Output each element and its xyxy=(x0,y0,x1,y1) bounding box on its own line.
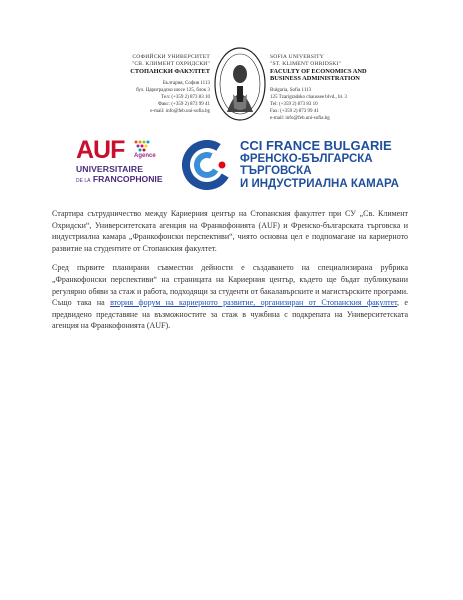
auf-dots-icon xyxy=(134,140,152,152)
cci-logo-line4: И ИНДУСТРИАЛНА КАМАРА xyxy=(240,177,399,190)
university-name-en: SOFIA UNIVERSITY xyxy=(270,54,325,60)
document-body xyxy=(52,208,408,340)
letterhead xyxy=(0,46,463,126)
address-email-en: e-mail: info@feb.uni-sofia.bg xyxy=(270,116,330,121)
paragraph-2 xyxy=(52,262,408,332)
career-forum-link[interactable]: втория форум на кариерното развитие, организиран от Стопанския факултет xyxy=(110,298,398,308)
university-patron-en: "ST. KLIMENT OHRIDSKI" xyxy=(270,61,342,67)
paragraph-2-text-start: Сред първите планирани съвместни дейности е създаването на специализирана рубрика „Франкофонски перспективи“ на страницата на Кариерния център, където ще бъдат публикувани регулярно обяви за стаж и работа, подходящи за студенти от бакалавърските и магистърските програми. Също така на xyxy=(52,263,408,308)
partner-logos xyxy=(0,138,463,190)
address-email-bg: e-mail: info@feb.uni-sofia.bg xyxy=(150,109,210,114)
address-fax-en: Fax: (+359 2) 873 99 41 xyxy=(270,109,319,114)
cci-logo-line2: ФРЕНСКО-БЪЛГАРСКА xyxy=(240,152,373,165)
auf-logo-francophonie xyxy=(76,175,163,186)
address-fax-bg: Факс: (+359 2) 873 99 41 xyxy=(158,102,210,107)
address-street-en: 125 Tzarigradsko chaussee blvd., bl. 3 xyxy=(270,95,347,100)
paragraph-1: Стартира сътрудничество между Кариерния център на Стопанския факултет при СУ „Св. Климент Охридски“, Университетската агенция на Франкофонията (AUF) и Френско-българската търговска и индустриална камара „Франкофонски перспективи“, чиято основна цел е подпомагане на кариерното развитие на студентите от Стопанския факултет. xyxy=(52,209,408,253)
university-patron-bg: "СВ. КЛИМЕНТ ОХРИДСКИ" xyxy=(131,61,210,67)
address-phone-en: Tel: (+359 2) 873 83 10 xyxy=(270,102,318,107)
address-bg xyxy=(60,80,210,115)
faculty-name-en-line1: FACULTY OF ECONOMICS AND xyxy=(270,68,367,75)
letterhead-english xyxy=(270,54,430,122)
cci-logo-line3: ТЪРГОВСКА xyxy=(240,165,312,177)
address-street-bg: бул. Цариградско шосе 125, блок 3 xyxy=(136,88,210,93)
faculty-name-bg: СТОПАНСКИ ФАКУЛТЕТ xyxy=(130,68,210,75)
cci-logo xyxy=(182,138,412,194)
faculty-name-en-line2: BUSINESS ADMINISTRATION xyxy=(270,75,360,82)
auf-logo-universitaire: UNIVERSITAIRE xyxy=(76,164,144,174)
auf-logo-de-la: DE LA xyxy=(76,178,91,184)
letterhead-bulgarian xyxy=(60,54,210,115)
address-city-en: Bulgaria, Sofia 1113 xyxy=(270,88,312,93)
address-phone-bg: Тел: (+359 2) 873 83 10 xyxy=(161,95,210,100)
cci-logo-text xyxy=(240,140,399,190)
auf-logo-francophonie-word: FRANCOPHONIE xyxy=(92,174,163,184)
university-name-bg: СОФИЙСКИ УНИВЕРСИТЕТ xyxy=(132,54,210,60)
cci-logo-line1: CCI FRANCE BULGARIE xyxy=(240,138,392,153)
auf-logo-acronym: AUF xyxy=(76,136,125,164)
paragraph-2-text-end: , е предвидено представяне на възможностите за стаж в чужбина с подкрепата на Университетската агенция на Франкофонията (AUF). xyxy=(52,298,408,331)
auf-logo-agence: Agence xyxy=(134,153,156,159)
cci-emblem-icon xyxy=(182,140,232,190)
address-en xyxy=(270,87,430,122)
university-seal-icon xyxy=(213,46,267,122)
address-city-bg: България, София 1113 xyxy=(162,81,210,86)
auf-logo xyxy=(76,138,166,190)
